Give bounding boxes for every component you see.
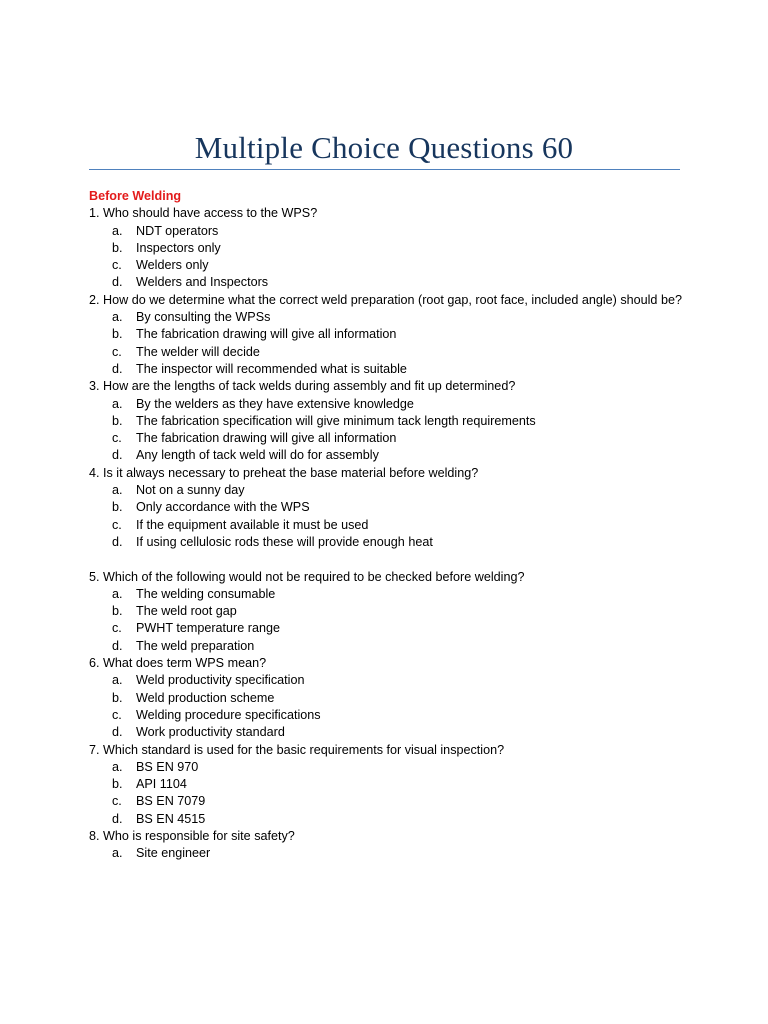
answer-option	[89, 447, 689, 464]
option-text: Weld productivity specification	[136, 673, 305, 688]
question-text: 3. How are the lengths of tack welds during assembly and fit up determined?	[89, 379, 516, 394]
question-text: 8. Who is responsible for site safety?	[89, 828, 295, 843]
question-block	[89, 378, 689, 464]
question-text: 1. Who should have access to the WPS?	[89, 206, 318, 221]
option-letter: c.	[112, 258, 122, 273]
blank-line	[89, 551, 689, 568]
answer-option	[89, 672, 689, 689]
answer-option	[89, 776, 689, 793]
option-letter: c.	[112, 794, 122, 809]
option-text: Welders and Inspectors	[136, 275, 269, 290]
answer-option	[89, 603, 689, 620]
option-letter: c.	[112, 707, 122, 722]
option-letter: d.	[112, 275, 123, 290]
option-letter: a.	[112, 396, 123, 411]
question-block	[89, 292, 689, 378]
question-text: 6. What does term WPS mean?	[89, 656, 267, 671]
option-text: Inspectors only	[136, 240, 221, 255]
option-text: Work productivity standard	[136, 725, 285, 740]
answer-option	[89, 482, 689, 499]
option-letter: b.	[112, 690, 123, 705]
question-text: 4. Is it always necessary to preheat the base material before welding?	[89, 465, 479, 480]
question-text: 5. Which of the following would not be required to be checked before welding?	[89, 569, 525, 584]
option-text: BS EN 970	[136, 759, 199, 774]
option-text: If the equipment available it must be used	[136, 517, 369, 532]
answer-option	[89, 620, 689, 637]
question-list	[89, 188, 689, 863]
answer-option	[89, 690, 689, 707]
option-letter: d.	[112, 361, 123, 376]
answer-option	[89, 223, 689, 240]
option-text: The fabrication drawing will give all information	[136, 431, 397, 446]
page-title: Multiple Choice Questions 60	[194, 130, 574, 165]
answer-option	[89, 724, 689, 741]
option-letter: c.	[112, 344, 122, 359]
option-letter: d.	[112, 638, 123, 653]
option-text: The inspector will recommended what is suitable	[136, 361, 407, 376]
option-text: The welder will decide	[136, 344, 260, 359]
option-letter: d.	[112, 534, 123, 549]
option-letter: d.	[112, 448, 123, 463]
answer-option	[89, 759, 689, 776]
option-text: The weld root gap	[136, 604, 237, 619]
option-letter: b.	[112, 604, 123, 619]
question-text: 2. How do we determine what the correct weld preparation (root gap, root face, included angle) should be?	[89, 292, 682, 307]
answer-option	[89, 793, 689, 810]
option-text: API 1104	[136, 777, 187, 792]
option-letter: a.	[112, 586, 123, 601]
option-letter: d.	[112, 811, 123, 826]
answer-option	[89, 638, 689, 655]
answer-option	[89, 396, 689, 413]
option-letter: b.	[112, 327, 123, 342]
option-text: The welding consumable	[136, 586, 276, 601]
option-text: Not on a sunny day	[136, 483, 245, 498]
option-letter: a.	[112, 223, 123, 238]
option-text: The fabrication drawing will give all information	[136, 327, 397, 342]
option-text: The weld preparation	[136, 638, 255, 653]
answer-option	[89, 517, 689, 534]
option-letter: c.	[112, 517, 122, 532]
option-letter: a.	[112, 759, 123, 774]
option-text: Any length of tack weld will do for assembly	[136, 448, 379, 463]
question-block	[89, 205, 689, 291]
answer-option	[89, 811, 689, 828]
option-text: BS EN 4515	[136, 811, 206, 826]
option-text: PWHT temperature range	[136, 621, 280, 636]
option-text: BS EN 7079	[136, 794, 206, 809]
title-underline	[89, 169, 680, 170]
option-text: By the welders as they have extensive knowledge	[136, 396, 414, 411]
option-letter: a.	[112, 310, 123, 325]
option-text: Weld production scheme	[136, 690, 275, 705]
question-block	[89, 569, 689, 655]
answer-option	[89, 707, 689, 724]
answer-option	[89, 257, 689, 274]
option-text: Welders only	[136, 258, 209, 273]
answer-option	[89, 534, 689, 551]
section-heading: Before Welding	[89, 189, 182, 203]
option-letter: a.	[112, 846, 123, 861]
answer-option	[89, 845, 689, 862]
option-letter: c.	[112, 431, 122, 446]
answer-option	[89, 274, 689, 291]
question-block	[89, 655, 689, 741]
option-text: NDT operators	[136, 223, 219, 238]
option-text: Welding procedure specifications	[136, 707, 321, 722]
answer-option	[89, 240, 689, 257]
option-letter: c.	[112, 621, 122, 636]
option-letter: a.	[112, 673, 123, 688]
option-letter: d.	[112, 725, 123, 740]
option-text: The fabrication specification will give minimum tack length requirements	[136, 413, 536, 428]
option-letter: b.	[112, 413, 123, 428]
answer-option	[89, 430, 689, 447]
question-block	[89, 828, 689, 863]
answer-option	[89, 413, 689, 430]
answer-option	[89, 344, 689, 361]
option-letter: b.	[112, 777, 123, 792]
answer-option	[89, 499, 689, 516]
question-block	[89, 465, 689, 551]
option-text: Only accordance with the WPS	[136, 500, 310, 515]
option-letter: a.	[112, 483, 123, 498]
question-text: 7. Which standard is used for the basic requirements for visual inspection?	[89, 742, 505, 757]
answer-option	[89, 326, 689, 343]
answer-option	[89, 309, 689, 326]
option-letter: b.	[112, 500, 123, 515]
option-text: By consulting the WPSs	[136, 310, 271, 325]
answer-option	[89, 361, 689, 378]
option-letter: b.	[112, 240, 123, 255]
answer-option	[89, 586, 689, 603]
option-text: If using cellulosic rods these will provide enough heat	[136, 534, 433, 549]
question-block	[89, 742, 689, 828]
option-text: Site engineer	[136, 846, 211, 861]
